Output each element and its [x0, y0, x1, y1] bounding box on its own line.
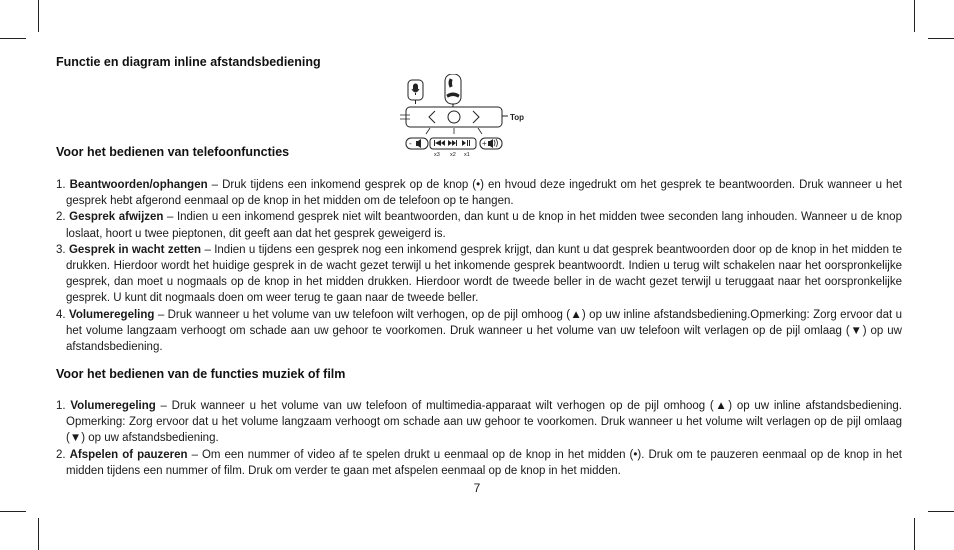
list-item: 2. Afspelen of pauzeren – Om een nummer of video af te spelen drukt u eenmaal op de knop in het midden (•). Druk om te pauzeren eenmaal op de knop in het midden tijdens een nummer of film. Druk om verder te gaan met afspelen eenmaal op de knop in het midden.	[56, 448, 902, 477]
phone-functions-list	[56, 177, 902, 355]
crop-mark	[38, 518, 39, 550]
list-item: 2. Gesprek afwijzen – Indien u een inkomend gesprek niet wilt beantwoorden, dan kunt u de knop in het midden twee seconden lang inhouden. Wanneer u de knop loslaat, hoort u twee pieptonen, dit geeft aan dat het gesprek geweigerd is.	[56, 211, 902, 240]
crop-mark	[38, 0, 39, 32]
page-number: 7	[473, 481, 481, 495]
section-title: Functie en diagram inline afstandsbediening	[56, 55, 321, 69]
crop-mark	[914, 0, 915, 32]
crop-mark	[928, 38, 954, 39]
crop-mark	[928, 511, 954, 512]
remote-diagram	[400, 74, 530, 162]
svg-text:-: -	[409, 139, 412, 148]
microphone-icon	[408, 80, 423, 104]
list-item: 4. Volumeregeling – Druk wanneer u het volume van uw telefoon wilt verhogen, op de pijl omhoog (▲) op uw inline afstandsbediening.Opmerking: Zorg ervoor dat u het volume langzaam verhoogt om schade aan uw gehoor te voorkomen. Druk wanneer u het volume van uw telefoon wilt verlagen op de pijl omlaag (▼) op uw afstandsbediening.	[56, 308, 902, 354]
svg-text:+: +	[482, 139, 487, 148]
crop-mark	[914, 518, 915, 550]
crop-mark	[0, 511, 26, 512]
phone-icon	[445, 74, 461, 107]
music-functions-list	[56, 398, 902, 479]
list-item: 1. Volumeregeling – Druk wanneer u het volume van uw telefoon of multimedia-apparaat wilt verhogen op de pijl omhoog (▲) op uw inline afstandsbediening. Opmerking: Zorg ervoor dat u het volume langzaam verhoogt om schade aan uw gehoor te voorkomen. Druk wanneer u het volume wilt verlagen op de pijl omlaag (▼) op uw afstandsbediening.	[56, 400, 902, 445]
center-button	[448, 111, 460, 123]
list-item: 1. Beantwoorden/ophangen – Druk tijdens een inkomend gesprek op de knop (•) en hvoud deze ingedrukt om het gesprek te beantwoorden. Druk wanneer u het gesprek hebt afgerond eenmaal op de knop in het midden om de telefoon op te hangen.	[56, 179, 902, 208]
music-section-heading: Voor het bedienen van de functies muziek of film	[56, 367, 346, 381]
svg-text:x1: x1	[464, 152, 470, 158]
svg-text:x3: x3	[434, 152, 440, 158]
svg-text:x2: x2	[450, 152, 456, 158]
phone-section-heading: Voor het bedienen van telefoonfuncties	[56, 145, 290, 159]
list-item: 3. Gesprek in wacht zetten – Indien u tijdens een gesprek nog een inkomend gesprek krijgt, dan kunt u dat gesprek beantwoorden door op de knop in het midden te drukken. Hierdoor wordt het huidige gesprek in de wacht gezet terwijl u het inkomende gesprek beantwoordt. Indien u terug wilt schakelen naar het oorspronkelijke gesprek, dan moet u nogmaals op de knop in het midden drukken. Hierdoor wordt de tweede beller in de wacht gezet terwijl u teruggaat naar het oorspronkelijke gesprek. U kunt dit nogmaals doen om weer terug te gaan naar de tweede beller.	[56, 243, 902, 305]
crop-mark	[0, 38, 26, 39]
top-label: Top	[510, 113, 525, 122]
